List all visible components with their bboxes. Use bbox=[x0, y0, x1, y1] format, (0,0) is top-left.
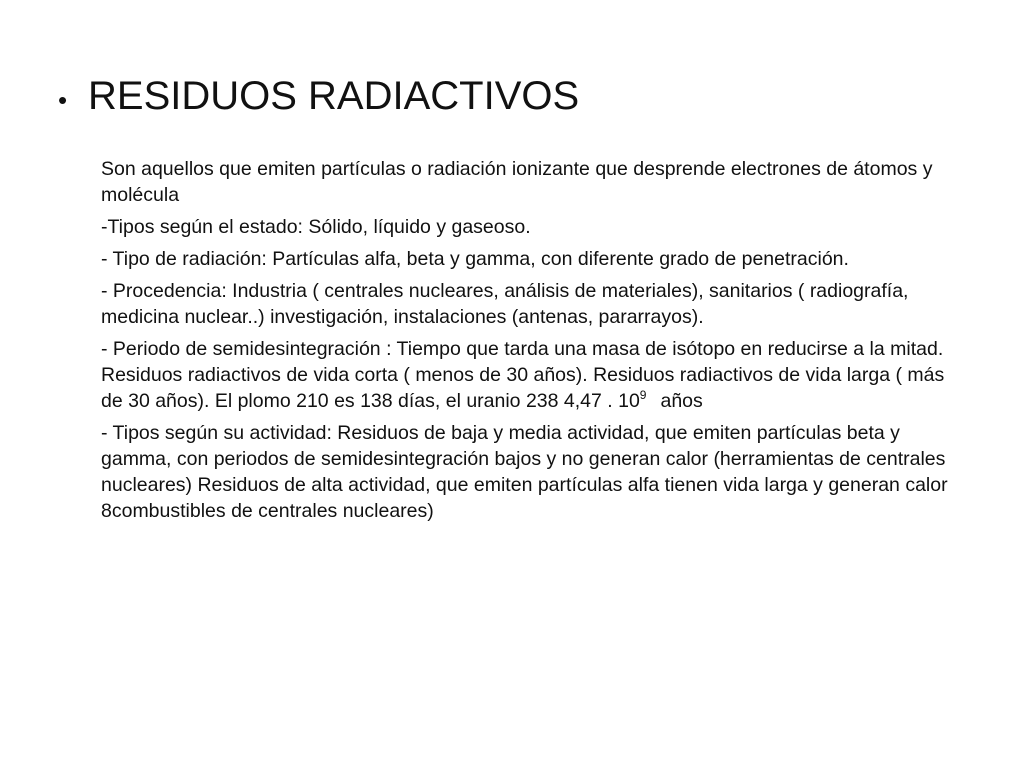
paragraph-tipos-estado: -Tipos según el estado: Sólido, líquido y gaseoso. bbox=[101, 216, 531, 238]
paragraph-periodo bbox=[101, 336, 961, 414]
slide-title: RESIDUOS RADIACTIVOS bbox=[88, 74, 580, 118]
periodo-text: - Periodo de semidesintegración : Tiempo que tarda una masa de isótopo en reducirse a la mitad. Residuos radiactivos de vida corta ( menos de 30 años). Residuos radiactivos de vida larga ( más de 30 años). El plomo 210 es 138 días, el uranio 238 4,47 . 10 bbox=[101, 338, 945, 412]
title-row bbox=[58, 70, 579, 126]
title-bullet: • bbox=[58, 85, 68, 115]
paragraph-definition: Son aquellos que emiten partículas o radiación ionizante que desprende electrones de átomos y molécula bbox=[101, 158, 933, 206]
paragraph-tipo-radiacion: - Tipo de radiación: Partículas alfa, beta y gamma, con diferente grado de penetración. bbox=[101, 248, 849, 270]
slide-body bbox=[101, 156, 961, 530]
paragraph-procedencia: - Procedencia: Industria ( centrales nucleares, análisis de materiales), sanitarios ( radiografía, medicina nuclear..) investigación, instalaciones (antenas, pararrayos). bbox=[101, 280, 909, 328]
periodo-unit: años bbox=[660, 390, 703, 412]
periodo-exponent: 9 bbox=[639, 388, 647, 402]
paragraph-actividad: - Tipos según su actividad: Residuos de baja y media actividad, que emiten partículas beta y gamma, con periodos de semidesintegración bajos y no generan calor (herramientas de centrales nucleares) Residuos de alta actividad, que emiten partículas alfa tienen vida larga y generan calor 8combustibles de centrales nucleares) bbox=[101, 422, 948, 522]
